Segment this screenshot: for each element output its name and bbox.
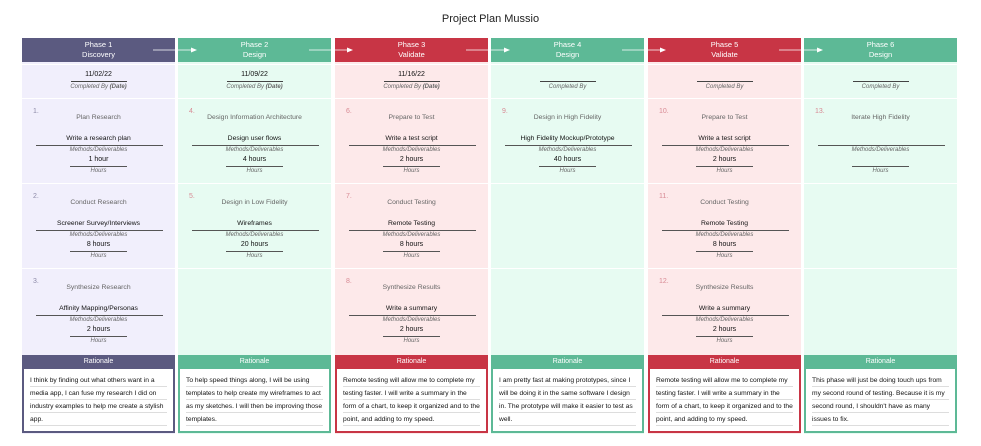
hours-underline [70, 336, 127, 337]
task-number: 3. [33, 278, 39, 285]
method-underline [662, 145, 789, 146]
phase-subtitle: Design [868, 49, 893, 59]
hours-underline [696, 166, 753, 167]
task-card [178, 184, 331, 267]
date-suffix-label: (Date) [422, 84, 440, 90]
completed-by-caption [804, 84, 957, 90]
hours-caption: Hours [403, 253, 420, 259]
rationale-text: I think by finding out what others want in a media app, I can fuse my research I did on industry examples to help me create a stylish app. [30, 374, 167, 426]
task-number: 9. [502, 108, 508, 115]
hours-caption: Hours [716, 168, 733, 174]
task-number: 13. [815, 108, 825, 115]
date-underline [540, 81, 596, 82]
task-name: Conduct Testing [387, 199, 436, 206]
rationale-box [22, 369, 175, 433]
row-divider [491, 64, 644, 65]
hours-caption: Hours [559, 168, 576, 174]
phase-column [22, 38, 175, 434]
task-name: Prepare to Test [701, 114, 748, 121]
methods-caption: Methods/Deliverables [69, 317, 128, 323]
methods-caption: Methods/Deliverables [695, 232, 754, 238]
date-suffix-label: (Date) [109, 84, 127, 90]
completed-by-caption [22, 84, 175, 90]
hours-caption: Hours [716, 253, 733, 259]
phase-header [804, 38, 957, 62]
rationale-box [491, 369, 644, 433]
task-name: Prepare to Test [388, 114, 435, 121]
row-divider [804, 268, 957, 269]
task-number: 2. [33, 193, 39, 200]
hours-underline [383, 166, 440, 167]
method-underline [349, 145, 476, 146]
task-card [335, 99, 488, 182]
method-underline [505, 145, 632, 146]
rationale-box [335, 369, 488, 433]
rationale-text: Remote testing will allow me to complete my testing faster. I will write a summary in the form of a chart, to keep it organized and to the point, and adding to my speed. [343, 374, 480, 426]
row-divider [804, 183, 957, 184]
task-method: Affinity Mapping/Personas [59, 305, 138, 312]
task-hours: 8 hours [712, 241, 737, 248]
task-number: 6. [346, 108, 352, 115]
date-underline [384, 81, 440, 82]
methods-caption: Methods/Deliverables [695, 317, 754, 323]
completed-by-label: Completed By [861, 84, 900, 90]
phase-title: Phase 4 [553, 40, 582, 49]
task-method: Write a research plan [66, 135, 131, 142]
method-underline [36, 145, 163, 146]
task-method: Remote Testing [700, 220, 749, 227]
phase-title: Phase 3 [397, 40, 426, 49]
hours-underline [696, 251, 753, 252]
phase-subtitle: Validate [711, 49, 738, 59]
rationale-header: Rationale [335, 355, 488, 369]
hours-caption: Hours [403, 168, 420, 174]
task-method: Write a summary [385, 305, 438, 312]
task-hours: 2 hours [86, 326, 111, 333]
completion-date: 11/02/22 [85, 71, 112, 78]
phase-subtitle: Discovery [82, 49, 115, 59]
hours-caption: Hours [872, 168, 889, 174]
task-card [804, 99, 957, 182]
task-method: High Fidelity Mockup/Prototype [520, 135, 615, 142]
phase-subtitle: Design [555, 49, 580, 59]
hours-underline [226, 166, 283, 167]
task-name: Synthesize Results [695, 284, 754, 291]
task-number: 7. [346, 193, 352, 200]
task-name: Iterate High Fidelity [851, 114, 910, 121]
rationale-text: To help speed things along, I will be using templates to help create my wireframes to act as my sketches. I will then be improving those templates. [186, 374, 323, 426]
rationale-text: This phase will just be doing touch ups from my second round of testing. Because it is my second round, I shouldn't have as many issues to fix. [812, 374, 949, 426]
task-hours: 2 hours [712, 156, 737, 163]
task-method: Remote Testing [387, 220, 436, 227]
completed-by-caption [335, 84, 488, 90]
hours-underline [696, 336, 753, 337]
phase-column [491, 38, 644, 434]
task-name: Synthesize Research [66, 284, 131, 291]
phase-column [804, 38, 957, 434]
method-underline [662, 315, 789, 316]
task-number: 12. [659, 278, 669, 285]
completed-by-label: Completed By [226, 84, 264, 90]
phase-title: Phase 5 [710, 40, 739, 49]
hours-underline [539, 166, 596, 167]
task-name: Conduct Testing [700, 199, 749, 206]
rationale-header: Rationale [648, 355, 801, 369]
task-name: Synthesize Results [382, 284, 441, 291]
task-card [22, 184, 175, 267]
task-card [22, 269, 175, 352]
phase-subtitle: Design [242, 49, 267, 59]
phase-title: Phase 2 [240, 40, 269, 49]
task-card [22, 99, 175, 182]
phase-column [178, 38, 331, 434]
hours-caption: Hours [246, 168, 263, 174]
page-title: Project Plan Mussio [441, 13, 540, 25]
task-name: Conduct Research [70, 199, 127, 206]
method-underline [36, 315, 163, 316]
rationale-header: Rationale [22, 355, 175, 369]
hours-caption: Hours [716, 338, 733, 344]
row-divider [178, 268, 331, 269]
methods-caption: Methods/Deliverables [69, 232, 128, 238]
hours-caption: Hours [403, 338, 420, 344]
completion-date: 11/09/22 [241, 71, 268, 78]
task-card [335, 184, 488, 267]
row-divider [335, 64, 488, 65]
method-underline [36, 230, 163, 231]
rationale-box [648, 369, 801, 433]
completed-by-block [804, 66, 957, 97]
rationale-text: I am pretty fast at making prototypes, since I will be doing it in the same software I design in. The prototype will make it easier to test as well. [499, 374, 636, 426]
hours-caption: Hours [90, 168, 107, 174]
rationale-text: Remote testing will allow me to complete my testing faster. I will write a summary in the form of a chart, to keep it organized and to the point, and adding to my speed. [656, 374, 793, 426]
date-underline [697, 81, 753, 82]
hours-underline [383, 336, 440, 337]
task-card [335, 269, 488, 352]
task-method: Screener Survey/Interviews [56, 220, 141, 227]
phase-subtitle: Validate [398, 49, 425, 59]
method-underline [192, 145, 319, 146]
phase-arrow-icon [153, 47, 197, 53]
method-underline [662, 230, 789, 231]
methods-caption: Methods/Deliverables [538, 147, 597, 153]
methods-caption: Methods/Deliverables [382, 232, 441, 238]
methods-caption: Methods/Deliverables [382, 147, 441, 153]
task-number: 11. [659, 193, 669, 200]
task-number: 5. [189, 193, 195, 200]
hours-underline [70, 251, 127, 252]
row-divider [178, 64, 331, 65]
date-underline [71, 81, 127, 82]
task-card [648, 184, 801, 267]
task-hours: 2 hours [399, 326, 424, 333]
methods-caption: Methods/Deliverables [382, 317, 441, 323]
method-underline [349, 315, 476, 316]
completed-by-caption [178, 84, 331, 90]
task-hours: 8 hours [86, 241, 111, 248]
task-method: Write a test script [385, 135, 438, 142]
methods-caption: Methods/Deliverables [695, 147, 754, 153]
task-hours: 4 hours [242, 156, 267, 163]
task-card [178, 99, 331, 182]
completed-by-block [648, 66, 801, 97]
task-name: Design in Low Fidelity [221, 199, 288, 206]
task-card [648, 269, 801, 352]
task-number: 1. [33, 108, 39, 115]
hours-underline [226, 251, 283, 252]
methods-caption: Methods/Deliverables [69, 147, 128, 153]
hours-underline [70, 166, 127, 167]
task-method: Write a test script [698, 135, 751, 142]
date-underline [227, 81, 283, 82]
task-name: Design in High Fidelity [533, 114, 602, 121]
rationale-box [178, 369, 331, 433]
row-divider [491, 183, 644, 184]
hours-underline [383, 251, 440, 252]
completed-by-label: Completed By [383, 84, 421, 90]
completed-by-caption [491, 84, 644, 90]
methods-caption: Methods/Deliverables [851, 147, 910, 153]
task-number: 8. [346, 278, 352, 285]
method-underline [349, 230, 476, 231]
task-method: Design user flows [227, 135, 282, 142]
task-hours: 2 hours [399, 156, 424, 163]
date-suffix-label: (Date) [265, 84, 283, 90]
methods-caption: Methods/Deliverables [225, 232, 284, 238]
phase-arrow-icon [622, 47, 666, 53]
task-hours: 1 hour [88, 156, 109, 163]
task-number: 10. [659, 108, 669, 115]
phase-arrow-icon [466, 47, 510, 53]
task-hours: 8 hours [399, 241, 424, 248]
hours-underline [852, 166, 909, 167]
hours-caption: Hours [246, 253, 263, 259]
phase-title: Phase 1 [84, 40, 113, 49]
completed-by-label: Completed By [548, 84, 587, 90]
task-name: Plan Research [76, 114, 121, 121]
row-divider [648, 64, 801, 65]
phase-column [335, 38, 488, 434]
task-number: 4. [189, 108, 195, 115]
task-card [648, 99, 801, 182]
task-hours: 2 hours [712, 326, 737, 333]
hours-caption: Hours [90, 338, 107, 344]
completed-by-block [491, 66, 644, 97]
rationale-header: Rationale [178, 355, 331, 369]
phase-arrow-icon [309, 47, 353, 53]
row-divider [491, 268, 644, 269]
task-hours: 40 hours [553, 156, 582, 163]
row-divider [804, 64, 957, 65]
row-divider [22, 64, 175, 65]
method-underline [818, 145, 945, 146]
task-method: Write a summary [698, 305, 751, 312]
rationale-header: Rationale [491, 355, 644, 369]
phase-title: Phase 6 [866, 40, 895, 49]
completed-by-label: Completed By [705, 84, 744, 90]
phase-arrow-icon [779, 47, 823, 53]
hours-caption: Hours [90, 253, 107, 259]
task-card [491, 99, 644, 182]
completed-by-block [178, 66, 331, 97]
task-hours: 20 hours [240, 241, 269, 248]
completed-by-caption [648, 84, 801, 90]
completed-by-block [335, 66, 488, 97]
rationale-header: Rationale [804, 355, 957, 369]
rationale-box [804, 369, 957, 433]
task-method: Wireframes [237, 220, 272, 227]
methods-caption: Methods/Deliverables [225, 147, 284, 153]
completion-date: 11/16/22 [398, 71, 425, 78]
completed-by-label: Completed By [70, 84, 108, 90]
date-underline [853, 81, 909, 82]
completed-by-block [22, 66, 175, 97]
phase-column [648, 38, 801, 434]
task-name: Design Information Architecture [207, 114, 302, 121]
method-underline [192, 230, 319, 231]
